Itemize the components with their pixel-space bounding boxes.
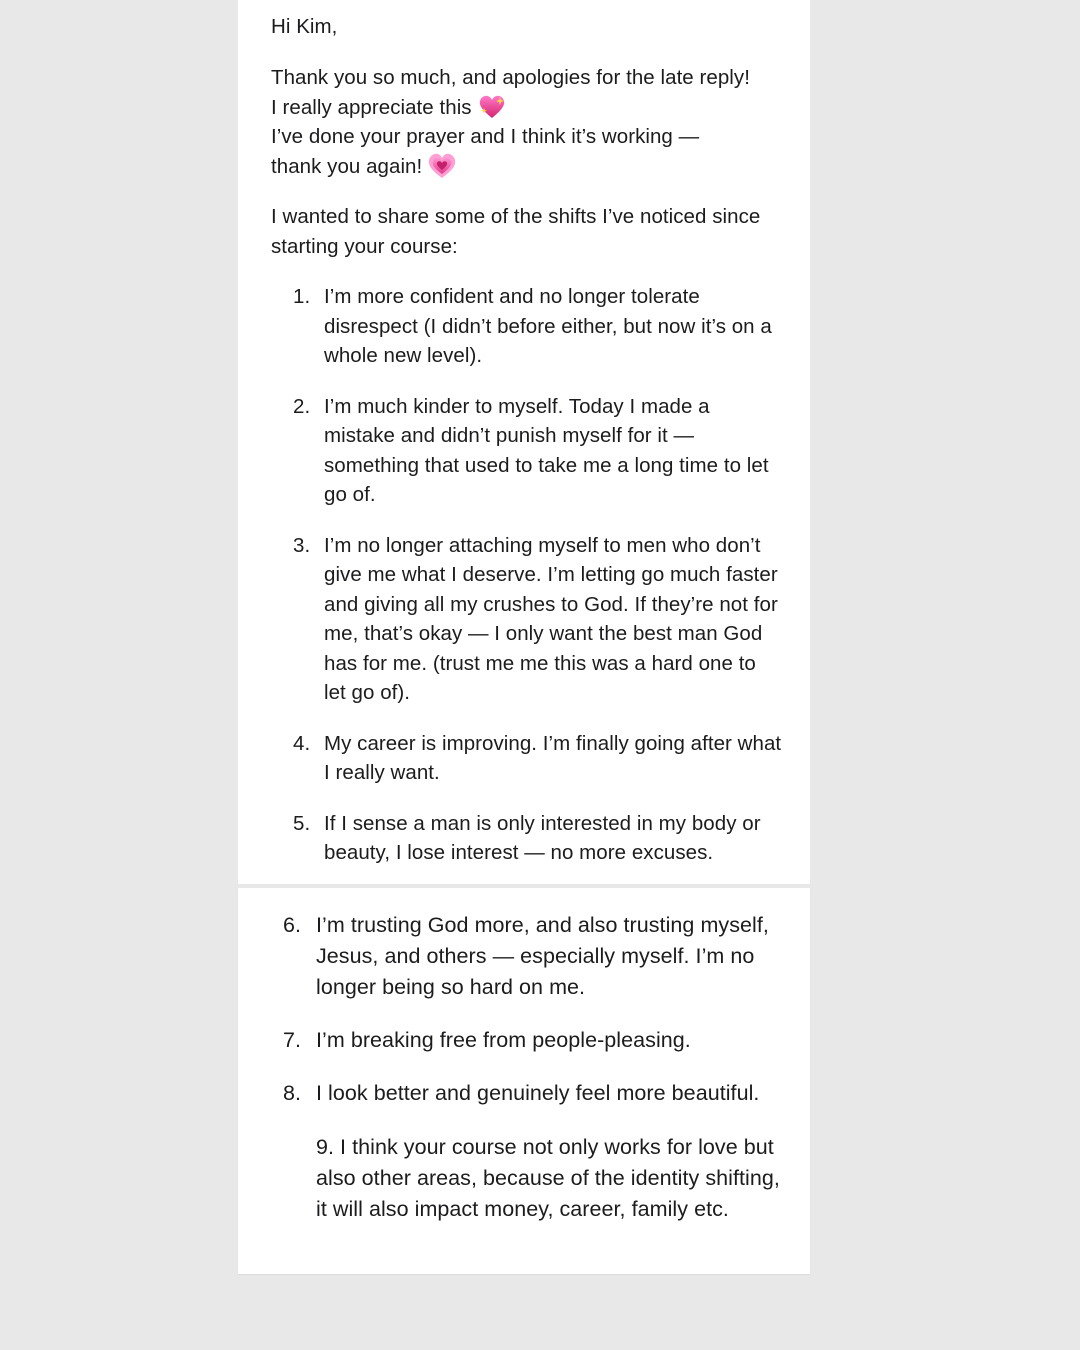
list-text: If I sense a man is only interested in my body or beauty, I lose interest — no more excuses. xyxy=(324,811,761,864)
list-item xyxy=(283,910,798,1003)
shifts-list-part1 xyxy=(293,282,783,889)
list-text: I’m no longer attaching myself to men who don’t give me what I deserve. I’m letting go much faster and giving all my crushes to God. If they’re not for me, that’s okay — I only want the best man God has for me. (trust me me this was a hard one to let go of). xyxy=(324,533,778,704)
list-item xyxy=(283,1078,798,1109)
list-item xyxy=(293,729,783,788)
list-number: 4. xyxy=(293,731,311,755)
growing-heart-icon xyxy=(428,153,456,179)
list-item-nine: 9. I think your course not only works for love but also other areas, because of the identity shifting, it will also impact money, career, family etc. xyxy=(316,1135,780,1221)
intro-line-with-emoji xyxy=(271,152,791,182)
list-item xyxy=(283,1025,798,1056)
list-item xyxy=(293,809,783,868)
list-item xyxy=(293,392,783,510)
list-number: 6. xyxy=(283,913,302,937)
intro-line: I really appreciate this xyxy=(271,95,472,119)
list-text: I look better and genuinely feel more beautiful. xyxy=(316,1081,760,1105)
list-text: My career is improving. I’m finally going after what I really want. xyxy=(324,731,782,784)
shift-intro: I wanted to share some of the shifts I’ve noticed since starting your course: xyxy=(271,205,761,258)
list-number: 2. xyxy=(293,394,311,418)
greeting: Hi Kim, xyxy=(271,15,338,38)
message-card-bottom xyxy=(238,888,810,1274)
intro-line: thank you again! xyxy=(271,154,423,178)
list-number: 8. xyxy=(283,1081,302,1105)
list-item xyxy=(293,531,783,708)
intro-line: I’ve done your prayer and I think it’s working — xyxy=(271,125,700,148)
list-number: 1. xyxy=(293,285,311,308)
list-number: 3. xyxy=(293,533,311,557)
list-number: 7. xyxy=(283,1028,302,1052)
intro-paragraph xyxy=(271,63,791,181)
list-text: I’m breaking free from people-pleasing. xyxy=(316,1028,691,1052)
intro-line: Thank you so much, and apologies for the late reply! xyxy=(271,66,750,89)
sparkling-heart-icon xyxy=(478,94,506,120)
list-text: I’m trusting God more, and also trusting myself, Jesus, and others — especially myself. I’m no longer being so hard on me. xyxy=(316,913,769,999)
message-card-top xyxy=(238,0,810,884)
list-text: I’m much kinder to myself. Today I made a mistake and didn’t punish myself for it — something that used to take me a long time to let go of. xyxy=(324,394,769,506)
list-text: I’m more confident and no longer tolerate disrespect (I didn’t before either, but now it’s on a whole new level). xyxy=(324,285,772,367)
list-number: 5. xyxy=(293,811,311,835)
list-item xyxy=(293,282,783,371)
shifts-list-part2 xyxy=(283,910,798,1131)
intro-line-with-emoji xyxy=(271,93,791,123)
